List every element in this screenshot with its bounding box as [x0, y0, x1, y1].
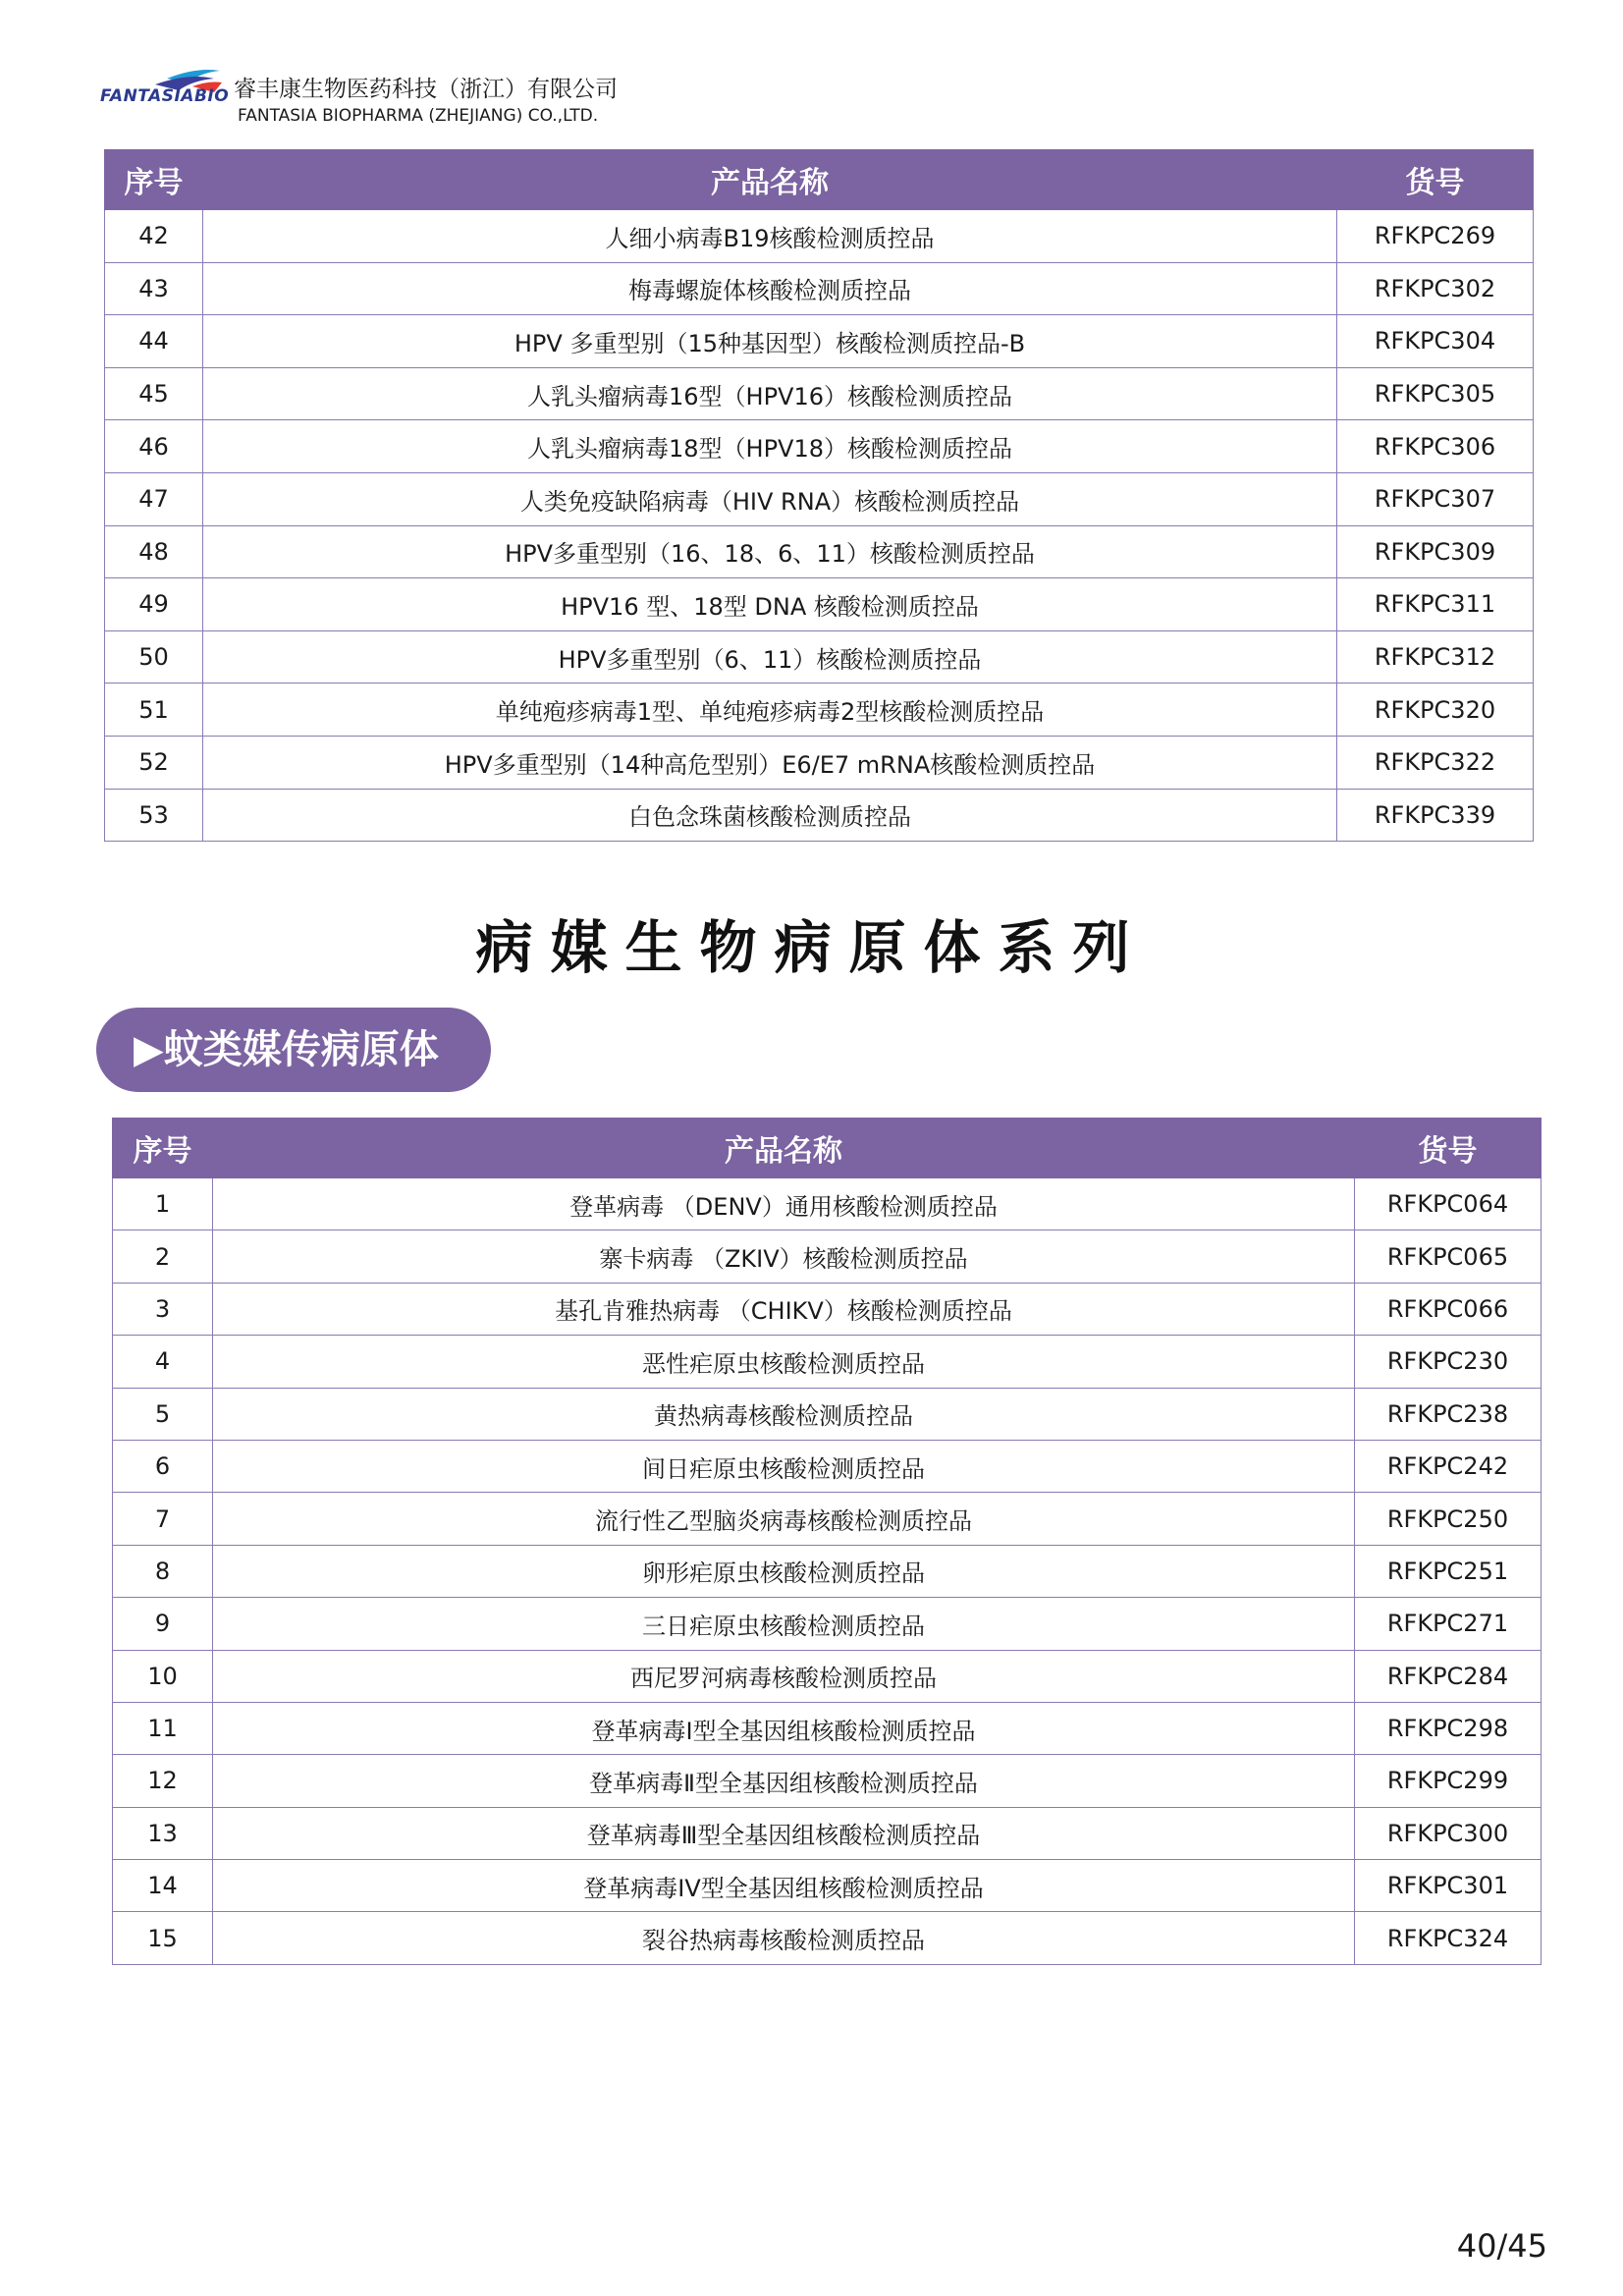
cell-number: 2 — [113, 1230, 213, 1283]
cell-number: 13 — [113, 1807, 213, 1859]
cell-product-code: RFKPC271 — [1355, 1598, 1542, 1650]
table-row — [113, 1807, 1542, 1859]
cell-product-code: RFKPC298 — [1355, 1702, 1542, 1754]
cell-product-name: 登革病毒IV型全基因组核酸检测质控品 — [213, 1860, 1355, 1912]
cell-number: 53 — [105, 789, 203, 842]
cell-product-name: 登革病毒Ⅲ型全基因组核酸检测质控品 — [213, 1807, 1355, 1859]
cell-product-name: 恶性疟原虫核酸检测质控品 — [213, 1336, 1355, 1388]
cell-product-code: RFKPC238 — [1355, 1388, 1542, 1440]
table-row — [105, 683, 1534, 737]
cell-product-name: 登革病毒Ⅱ型全基因组核酸检测质控品 — [213, 1755, 1355, 1807]
table-row — [113, 1493, 1542, 1545]
cell-product-code: RFKPC284 — [1355, 1650, 1542, 1702]
cell-product-code: RFKPC300 — [1355, 1807, 1542, 1859]
cell-number: 48 — [105, 525, 203, 578]
cell-product-code: RFKPC230 — [1355, 1336, 1542, 1388]
cell-product-name: 黄热病毒核酸检测质控品 — [213, 1388, 1355, 1440]
table-row — [105, 789, 1534, 842]
table-row — [105, 420, 1534, 473]
cell-product-code: RFKPC324 — [1355, 1912, 1542, 1964]
cell-product-code: RFKPC304 — [1337, 315, 1534, 368]
cell-product-name: 人类免疫缺陷病毒（HIV RNA）核酸检测质控品 — [203, 472, 1337, 525]
cell-number: 9 — [113, 1598, 213, 1650]
cell-product-code: RFKPC305 — [1337, 367, 1534, 420]
cell-product-name: 西尼罗河病毒核酸检测质控品 — [213, 1650, 1355, 1702]
column-header-code: 货号 — [1337, 150, 1534, 210]
cell-product-name: 卵形疟原虫核酸检测质控品 — [213, 1545, 1355, 1597]
table-row — [105, 315, 1534, 368]
cell-number: 10 — [113, 1650, 213, 1702]
table-row — [113, 1650, 1542, 1702]
cell-product-code: RFKPC250 — [1355, 1493, 1542, 1545]
cell-number: 1 — [113, 1178, 213, 1230]
cell-product-code: RFKPC302 — [1337, 262, 1534, 315]
cell-product-code: RFKPC065 — [1355, 1230, 1542, 1283]
cell-product-name: 人细小病毒B19核酸检测质控品 — [203, 210, 1337, 263]
cell-product-name: HPV多重型别（16、18、6、11）核酸检测质控品 — [203, 525, 1337, 578]
table-row — [113, 1336, 1542, 1388]
page-number: 40/45 — [1456, 2227, 1547, 2265]
cell-product-name: HPV多重型别（6、11）核酸检测质控品 — [203, 630, 1337, 683]
cell-number: 51 — [105, 683, 203, 737]
cell-product-code: RFKPC299 — [1355, 1755, 1542, 1807]
section-label: ▶蚊类媒传病原体 — [96, 1008, 491, 1092]
logo-wordmark: FANTASIABIO — [100, 86, 230, 106]
column-header-no: 序号 — [113, 1119, 213, 1178]
cell-number: 49 — [105, 578, 203, 631]
cell-product-code: RFKPC064 — [1355, 1178, 1542, 1230]
cell-product-name: 人乳头瘤病毒16型（HPV16）核酸检测质控品 — [203, 367, 1337, 420]
cell-product-code: RFKPC301 — [1355, 1860, 1542, 1912]
cell-product-name: 梅毒螺旋体核酸检测质控品 — [203, 262, 1337, 315]
cell-product-code: RFKPC251 — [1355, 1545, 1542, 1597]
table-header-row — [105, 150, 1534, 210]
cell-product-code: RFKPC311 — [1337, 578, 1534, 631]
cell-product-name: HPV 多重型别（15种基因型）核酸检测质控品-B — [203, 315, 1337, 368]
cell-number: 50 — [105, 630, 203, 683]
column-header-no: 序号 — [105, 150, 203, 210]
table-row — [105, 210, 1534, 263]
table-row — [113, 1388, 1542, 1440]
cell-product-code: RFKPC066 — [1355, 1283, 1542, 1335]
table-row — [113, 1860, 1542, 1912]
cell-product-name: HPV多重型别（14种高危型别）E6/E7 mRNA核酸检测质控品 — [203, 736, 1337, 789]
table-row — [105, 736, 1534, 789]
cell-number: 3 — [113, 1283, 213, 1335]
table-row — [113, 1702, 1542, 1754]
table-row — [105, 367, 1534, 420]
table-row — [113, 1440, 1542, 1492]
cell-product-name: 三日疟原虫核酸检测质控品 — [213, 1598, 1355, 1650]
table-row — [105, 578, 1534, 631]
cell-product-name: 流行性乙型脑炎病毒核酸检测质控品 — [213, 1493, 1355, 1545]
cell-number: 5 — [113, 1388, 213, 1440]
page-header — [98, 61, 687, 139]
cell-number: 46 — [105, 420, 203, 473]
mosquito-pathogen-table — [112, 1118, 1542, 1965]
cell-number: 8 — [113, 1545, 213, 1597]
cell-product-name: HPV16 型、18型 DNA 核酸检测质控品 — [203, 578, 1337, 631]
cell-number: 6 — [113, 1440, 213, 1492]
cell-product-name: 登革病毒 （DENV）通用核酸检测质控品 — [213, 1178, 1355, 1230]
cell-number: 12 — [113, 1755, 213, 1807]
cell-number: 14 — [113, 1860, 213, 1912]
table-row — [113, 1230, 1542, 1283]
cell-number: 45 — [105, 367, 203, 420]
table-row — [105, 630, 1534, 683]
cell-product-name: 白色念珠菌核酸检测质控品 — [203, 789, 1337, 842]
series-title: 病媒生物病原体系列 — [475, 914, 1148, 981]
company-name-cn: 睿丰康生物医药科技（浙江）有限公司 — [234, 77, 618, 102]
cell-product-code: RFKPC309 — [1337, 525, 1534, 578]
cell-product-name: 裂谷热病毒核酸检测质控品 — [213, 1912, 1355, 1964]
column-header-name: 产品名称 — [203, 150, 1337, 210]
company-name-en: FANTASIA BIOPHARMA (ZHEJIANG) CO.,LTD. — [238, 106, 599, 126]
table-header-row — [113, 1119, 1542, 1178]
table-row — [113, 1283, 1542, 1335]
cell-product-code: RFKPC312 — [1337, 630, 1534, 683]
table-row — [113, 1598, 1542, 1650]
cell-number: 47 — [105, 472, 203, 525]
table-row — [105, 262, 1534, 315]
cell-product-name: 间日疟原虫核酸检测质控品 — [213, 1440, 1355, 1492]
table-row — [113, 1178, 1542, 1230]
cell-product-code: RFKPC322 — [1337, 736, 1534, 789]
cell-product-name: 人乳头瘤病毒18型（HPV18）核酸检测质控品 — [203, 420, 1337, 473]
cell-number: 44 — [105, 315, 203, 368]
cell-product-name: 寨卡病毒 （ZKIV）核酸检测质控品 — [213, 1230, 1355, 1283]
cell-number: 11 — [113, 1702, 213, 1754]
cell-number: 52 — [105, 736, 203, 789]
cell-product-code: RFKPC269 — [1337, 210, 1534, 263]
cell-number: 15 — [113, 1912, 213, 1964]
cell-product-code: RFKPC307 — [1337, 472, 1534, 525]
cell-product-name: 单纯疱疹病毒1型、单纯疱疹病毒2型核酸检测质控品 — [203, 683, 1337, 737]
cell-product-code: RFKPC242 — [1355, 1440, 1542, 1492]
cell-number: 7 — [113, 1493, 213, 1545]
cell-number: 43 — [105, 262, 203, 315]
table-row — [105, 525, 1534, 578]
product-table-continued — [104, 149, 1534, 842]
table-row — [113, 1755, 1542, 1807]
cell-product-code: RFKPC306 — [1337, 420, 1534, 473]
cell-product-name: 登革病毒I型全基因组核酸检测质控品 — [213, 1702, 1355, 1754]
column-header-name: 产品名称 — [213, 1119, 1355, 1178]
column-header-code: 货号 — [1355, 1119, 1542, 1178]
cell-number: 42 — [105, 210, 203, 263]
cell-product-code: RFKPC339 — [1337, 789, 1534, 842]
cell-product-code: RFKPC320 — [1337, 683, 1534, 737]
table-row — [105, 472, 1534, 525]
cell-product-name: 基孔肯雅热病毒 （CHIKV）核酸检测质控品 — [213, 1283, 1355, 1335]
table-row — [113, 1912, 1542, 1964]
cell-number: 4 — [113, 1336, 213, 1388]
table-row — [113, 1545, 1542, 1597]
